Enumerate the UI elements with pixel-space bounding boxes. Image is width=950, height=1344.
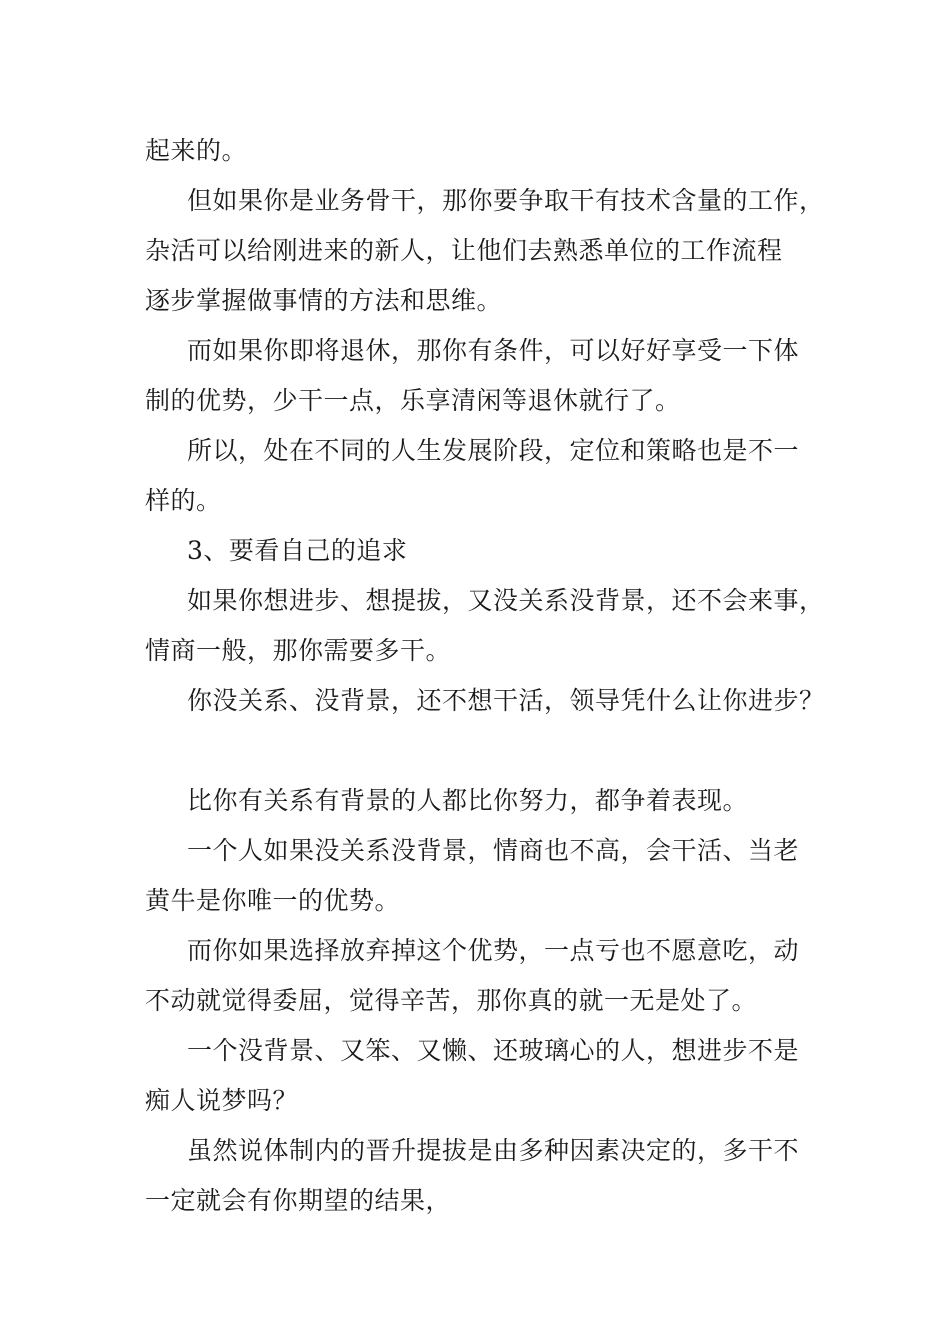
text-line: 制的优势，少干一点，乐享清闲等退休就行了。: [145, 386, 681, 415]
text-line: 一个人如果没关系没背景，情商也不高，会干活、当老: [187, 836, 800, 865]
text-line: 不动就觉得委屈，觉得辛苦，那你真的就一无是处了。: [145, 986, 758, 1015]
text-line: 你没关系、没背景，还不想干活，领导凭什么让你进步？: [187, 686, 825, 715]
text-line: 虽然说体制内的晋升提拔是由多种因素决定的，多干不: [187, 1136, 800, 1165]
text-line: 杂活可以给刚进来的新人，让他们去熟悉单位的工作流程: [145, 236, 783, 265]
text-line: 比你有关系有背景的人都比你努力，都争着表现。: [187, 786, 749, 815]
section-heading: 3、要看自己的追求: [187, 536, 408, 565]
text-line: 但如果你是业务骨干，那你要争取干有技术含量的工作，: [187, 186, 825, 215]
text-line: 痴人说梦吗？: [145, 1086, 299, 1115]
text-line: 起来的。: [145, 136, 248, 165]
text-line: 而如果你即将退休，那你有条件，可以好好享受一下体: [187, 336, 800, 365]
text-line: 一定就会有你期望的结果，: [145, 1186, 452, 1215]
text-line: 样的。: [145, 486, 222, 515]
text-line: 如果你想进步、想提拔，又没关系没背景，还不会来事，: [187, 586, 825, 615]
text-line: 而你如果选择放弃掉这个优势，一点亏也不愿意吃，动: [187, 936, 800, 965]
text-line: 一个没背景、又笨、又懒、还玻璃心的人，想进步不是: [187, 1036, 800, 1065]
text-line: 所以，处在不同的人生发展阶段，定位和策略也是不一: [187, 436, 800, 465]
text-line: 黄牛是你唯一的优势。: [145, 886, 401, 915]
text-line: 逐步掌握做事情的方法和思维。: [145, 286, 503, 315]
text-line: 情商一般，那你需要多干。: [145, 636, 452, 665]
